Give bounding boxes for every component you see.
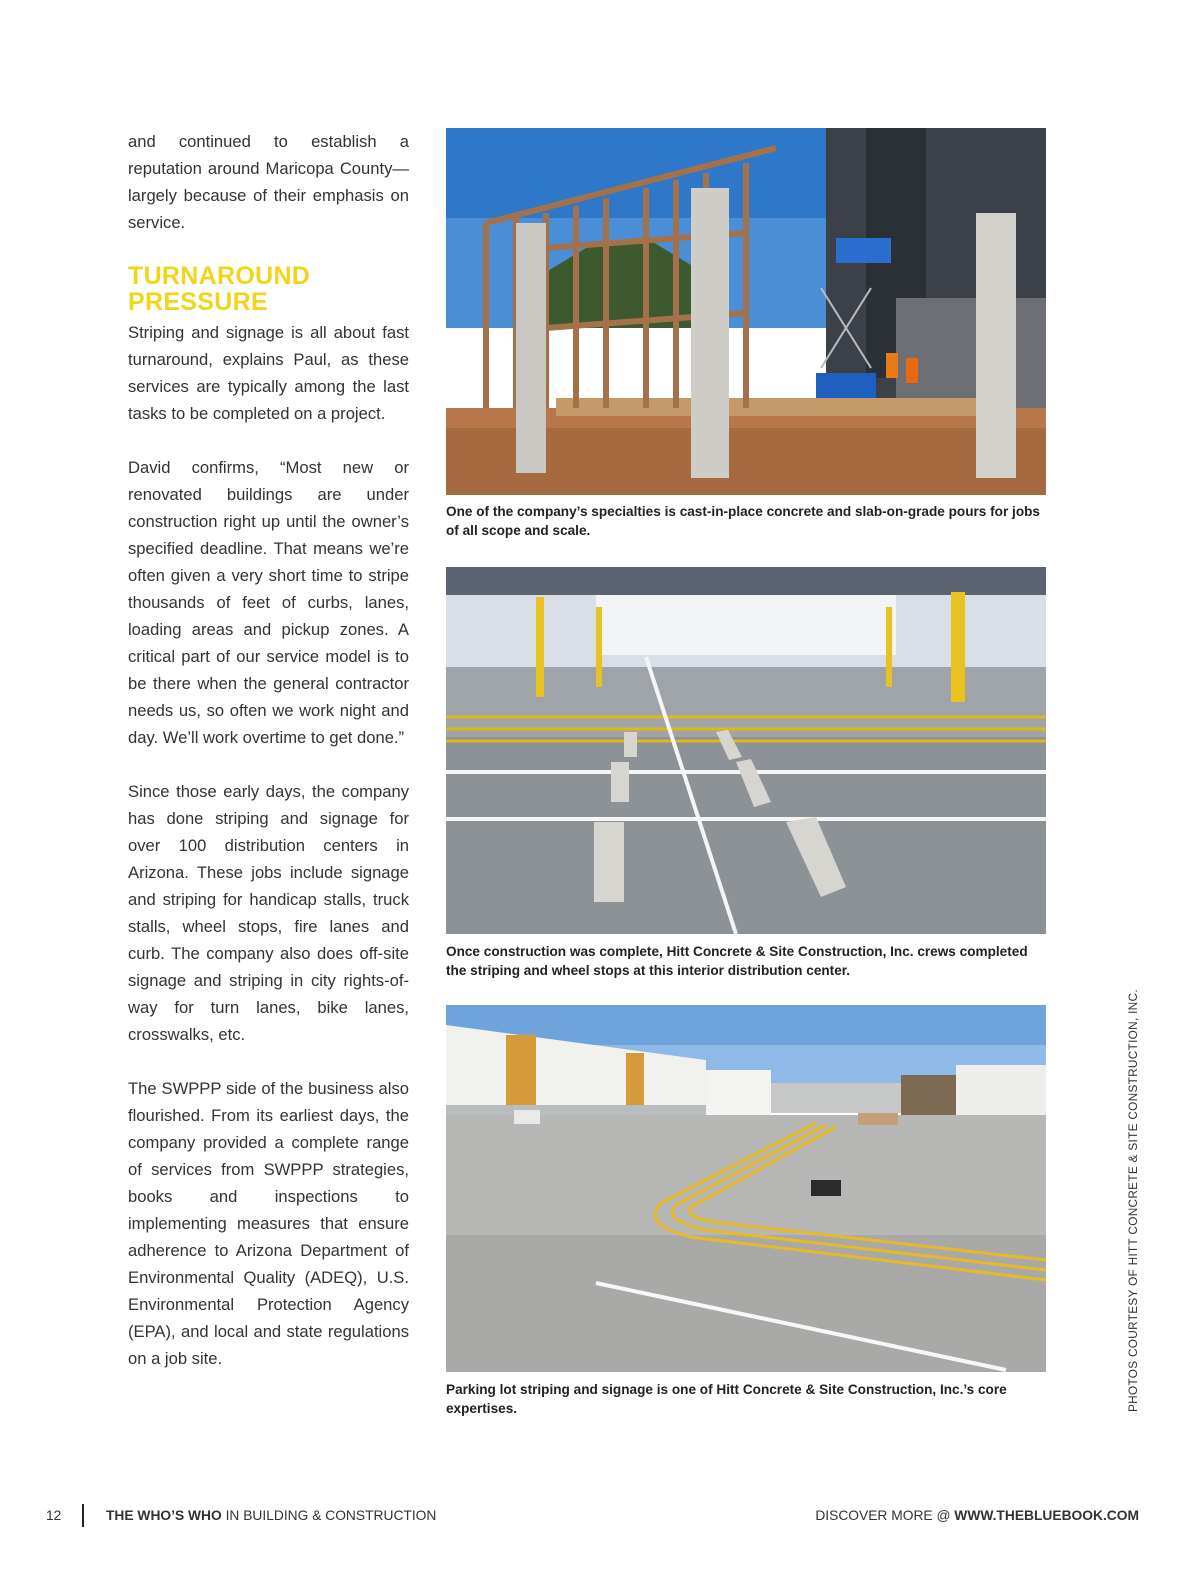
photo-caption: One of the company’s specialties is cast-in-place concrete and slab-on-grade pours for jobs of all scope and scale. [446, 504, 1040, 538]
discover-url-link[interactable]: WWW.THEBLUEBOOK.COM [954, 1508, 1139, 1523]
publication-name [106, 1508, 436, 1523]
body-paragraph: Since those early days, the company has done striping and signage for over 100 distribution centers in Arizona. These jobs include signage and striping for handicap stalls, truck stalls, wheel stops, fire lanes and curb. The company also does off-site signage and striping in city rights-of-way for turn lanes, bike lanes, crosswalks, etc. [128, 782, 409, 1044]
body-paragraph: The SWPPP side of the business also flourished. From its earliest days, the company provided a complete range of services from SWPPP strategies, books and inspections to implementing measures that ensure adherence to Arizona Department of Environmental Quality (ADEQ), U.S. Environmental Protection Agency (EPA), and local and state regulations on a job site. [128, 1079, 409, 1368]
section-subhead: TURNAROUND PRESSURE [128, 262, 311, 316]
construction-photo-illustration [446, 128, 1046, 495]
photo-parking-lot [446, 1005, 1046, 1372]
body-paragraph: David confirms, “Most new or renovated buildings are under construction right up until the owner’s specified deadline. That means we’re often given a very short time to stripe thousands of feet of curbs, lanes, loading areas and pickup zones. A critical part of our service model is to be there when the general contractor needs us, so often we work night and day. We’ll work overtime to get done.” [128, 458, 409, 747]
photo-distribution-center [446, 567, 1046, 934]
photo-credit: PHOTOS COURTESY OF HITT CONCRETE & SITE CONSTRUCTION, INC. [1126, 989, 1140, 1412]
discover-more [815, 1508, 1139, 1523]
publication-name-bold: THE WHO’S WHO [106, 1508, 222, 1523]
page-footer [0, 1500, 1200, 1532]
publication-name-rest: IN BUILDING & CONSTRUCTION [221, 1508, 437, 1523]
photo-caption: Parking lot striping and signage is one of Hitt Concrete & Site Construction, Inc.’s core expertises. [446, 1382, 1007, 1416]
parking-lot-photo-illustration [446, 1005, 1046, 1372]
photo-construction-site [446, 128, 1046, 495]
footer-divider [82, 1504, 84, 1527]
photo-caption: Once construction was complete, Hitt Concrete & Site Construction, Inc. crews completed the striping and wheel stops at this interior distribution center. [446, 944, 1028, 978]
body-paragraph: Striping and signage is all about fast turnaround, explains Paul, as these services are typically among the last tasks to be completed on a project. [128, 323, 409, 423]
warehouse-photo-illustration [446, 567, 1046, 934]
body-paragraph: and continued to establish a reputation around Maricopa County—largely because of their emphasis on service. [128, 132, 409, 232]
page-number: 12 [46, 1508, 62, 1523]
article-column [128, 128, 409, 1372]
discover-label: DISCOVER MORE @ [815, 1508, 955, 1523]
